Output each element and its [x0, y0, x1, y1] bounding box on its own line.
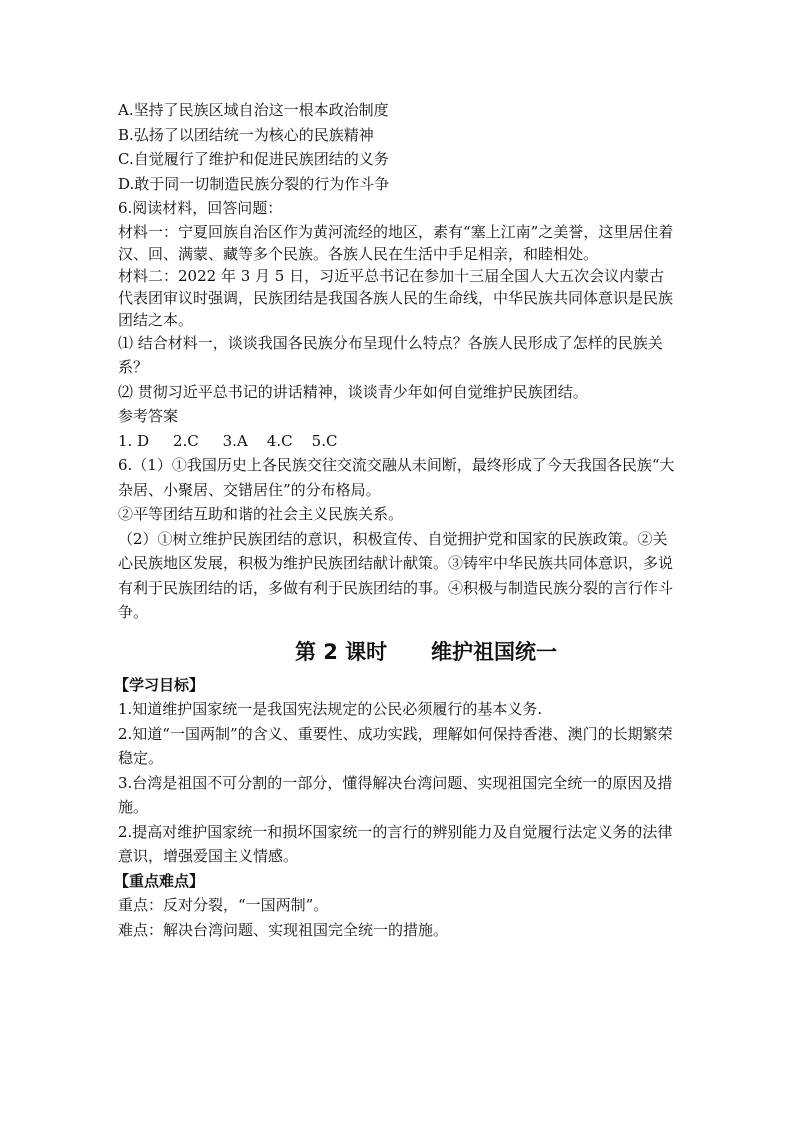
option-d: D.敢于同一切制造民族分裂的行为作斗争 [118, 174, 390, 193]
question-6-prompt: 6.阅读材料，回答问题： [118, 199, 283, 217]
key-points-heading: 【重点难点】 [114, 871, 205, 890]
objective-item: 1.知道维护国家统一是我国宪法规定的公民必须履行的基本义务. [118, 700, 543, 718]
objective-item: 2.提高对维护国家统一和损坏国家统一的言行的辨别能力及自觉履行法定义务的法律意识，增强爱国主义情感。 [118, 822, 673, 865]
option-c: C.自觉履行了维护和促进民族团结的义务 [118, 150, 389, 168]
learning-objectives [114, 673, 678, 869]
sub-question-1: ⑴ 结合材料一，谈谈我国各民族分布呈现什么特点？各族人民形成了怎样的民族关系？ [118, 333, 663, 376]
answer-heading: 参考答案 [118, 407, 179, 425]
key-point: 重点：反对分裂，“一国两制”。 [118, 896, 329, 914]
answer-section [118, 404, 678, 625]
sub-question-2: ⑵ 贯彻习近平总书记的讲话精神，谈谈青少年如何自觉维护民族团结。 [118, 382, 588, 401]
answer-6-1: 6.（1）①我国历史上各民族交往交流交融从未间断，最终形成了今天我国各民族“大杂居、小聚居、交错居住”的分布格局。 [118, 456, 675, 499]
lesson-title: 第 2 课时 维护祖国统一 [294, 639, 558, 664]
question-6 [118, 196, 678, 404]
document-page [114, 98, 678, 942]
answer-6-1-b: ②平等团结互助和谐的社会主义民族关系。 [118, 505, 404, 523]
key-difficult-points [114, 869, 678, 943]
option-a: A.坚持了民族区域自治这一根本政治制度 [118, 101, 389, 119]
answer-6-2: （2）①树立维护民族团结的意识，积极宣传、自觉拥护党和国家的民族政策。②关心民族地区发展，积极为维护民族团结献计献策。③铸牢中华民族共同体意识，多说有利于民族团结的话，多做有利于民族团结的事。④积极与制造民族分裂的言行作斗争。 [118, 529, 674, 621]
option-b: B.弘扬了以团结统一为核心的民族精神 [118, 125, 374, 144]
difficulty-point: 难点：解决台湾问题、实现祖国完全统一的措施。 [118, 920, 449, 939]
objective-item: 2.知道“一国两制”的含义、重要性、成功实践，理解如何保持香港、澳门的长期繁荣稳定。 [118, 724, 673, 767]
choice-answers: 1. D 2.C 3.A 4.C 5.C [118, 431, 338, 450]
material-2: 材料二：2022 年 3 月 5 日，习近平总书记在参加十三届全国人大五次会议内蒙古代表团审议时强调，民族团结是我国各族人民的生命线，中华民族共同体意识是民族团结之本。 [118, 266, 674, 329]
objective-item: 3.台湾是祖国不可分割的一部分，懂得解决台湾问题、实现祖国完全统一的原因及措施。 [118, 773, 673, 816]
objectives-heading: 【学习目标】 [114, 675, 205, 694]
material-1: 材料一：宁夏回族自治区作为黄河流经的地区，素有“塞上江南”之美誉，这里居住着汉、回、满蒙、藏等多个民族。各族人民在生活中手足相亲，和睦相处。 [118, 222, 674, 263]
choice-options [118, 98, 678, 196]
